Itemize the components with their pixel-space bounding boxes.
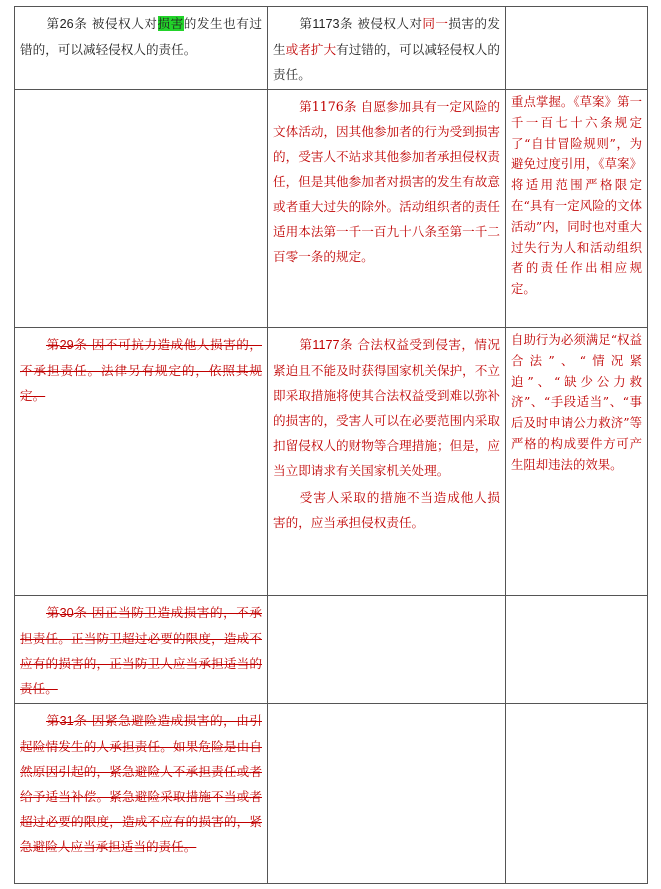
table-row <box>15 328 648 596</box>
old-article-31-cell <box>15 704 268 884</box>
old-article-29-cell <box>15 328 268 596</box>
new-article-1176-cell <box>268 90 506 328</box>
table-row <box>15 7 648 90</box>
table-row <box>15 704 648 884</box>
added-text: 或者扩大 <box>285 42 337 57</box>
deleted-text: 第30条 因正当防卫造成损害的，不承担责任。正当防卫超过必要的限度，造成不应有的损害的，正当防卫人应当承担适当的责任。 <box>20 605 262 696</box>
deleted-text: 第29条 因不可抗力造成他人损害的，不承担责任。法律另有规定的，依照其规定。 <box>20 337 262 403</box>
comparison-table <box>14 6 648 884</box>
new-article-1173-cell: 第1173条 被侵权人对同一损害的发生或者扩大有过错的，可以减轻侵权人的责任。 <box>268 7 506 90</box>
note-cell: 重点掌握。《草案》第一千一百七十六条规定了“自甘冒险规则”，为避免过度引用，《草案》将适用范围严格限定在“具有一定风险的文体活动”内，同时也对重大过失行为人和活动组织者的责任作出相应规定。 <box>506 90 648 328</box>
note-cell: 自助行为必须满足“权益合法”、“情况紧迫”、“缺少公力救济”、“手段适当”、“事后及时申请公力救济”等严格的构成要件方可产生阻却违法的效果。 <box>506 328 648 596</box>
highlighted-text: 损害 <box>157 16 184 31</box>
old-article-26-cell: 第26条 被侵权人对损害的发生也有过错的，可以减轻侵权人的责任。 <box>15 7 268 90</box>
added-text: 同一 <box>422 16 449 31</box>
new-article-1177-cell <box>268 328 506 596</box>
old-empty-cell <box>15 90 268 328</box>
old-article-30-cell <box>15 596 268 704</box>
new-article-text: 第1176条 自愿参加具有一定风险的文体活动，因其他参加者的行为受到损害的，受害人不站求其他参加者承担侵权责任，但是其他参加者对损害的发生有故意或者重大过失的除外。活动组织者的责任适用本法第一千一百九十八条至第一千二百零一条的规定。 <box>273 99 500 264</box>
note-cell <box>506 596 648 704</box>
note-cell <box>506 7 648 90</box>
table-row <box>15 90 648 328</box>
new-article-paragraph: 第1177条 合法权益受到侵害，情况紧迫且不能及时获得国家机关保护，不立即采取措施将使其合法权益受到难以弥补的损害的，受害人可以在必要范围内采取扣留侵权人的财物等合理措施；但是，应当立即请求有关国家机关处理。 <box>273 337 500 478</box>
new-empty-cell <box>268 704 506 884</box>
new-article-paragraph: 受害人采取的措施不当造成他人损害的，应当承担侵权责任。 <box>273 490 500 530</box>
new-empty-cell <box>268 596 506 704</box>
note-cell <box>506 704 648 884</box>
table-row <box>15 596 648 704</box>
deleted-text: 第31条 因紧急避险造成损害的，由引起险情发生的人承担责任。如果危险是由自然原因引起的，紧急避险人不承担责任或者给予适当补偿。紧急避险采取措施不当或者超过必要的限度，造成不应有的损害的，紧急避险人应当承担适当的责任。 <box>20 713 262 854</box>
